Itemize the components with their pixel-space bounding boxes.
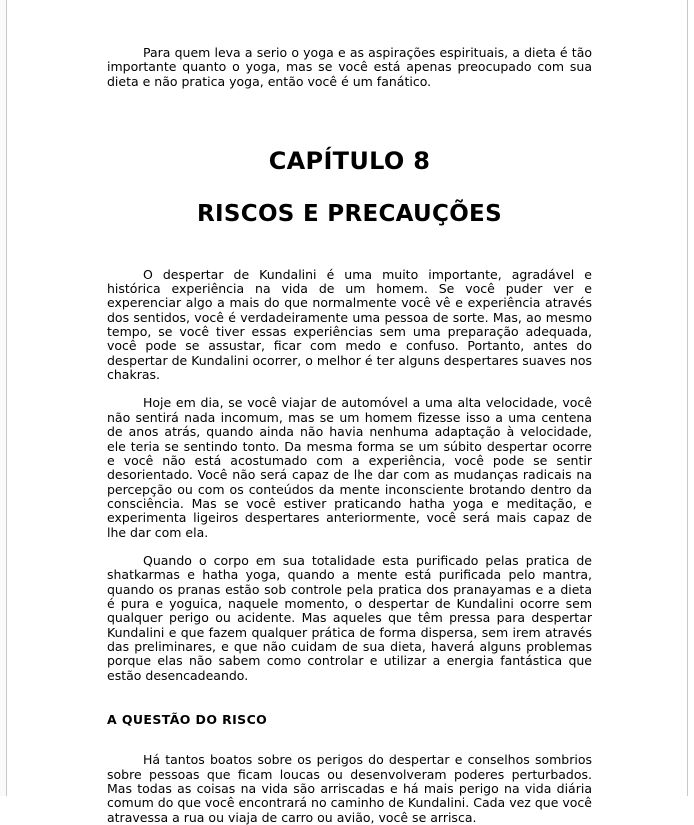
page-content: [107, 0, 592, 825]
paragraph-3: Quando o corpo em sua totalidade esta purificado pelas pratica de shatkarmas e hatha yoga, quando a mente está purificada pelo mantra, quando os pranas estão sob controle pela pratica dos pranayamas e a dieta é pura e yoguica, naquele momento, o despertar de Kundalini ocorre sem qualquer perigo ou acidente. Mas aqueles que têm pressa para despertar Kundalini e que fazem qualquer prática de forma dispersa, sem irem através das preliminares, e que não cuidam de sua dieta, haverá alguns problemas porque elas não sabem como controlar e utilizar a energia fantástica que estão desencadeando.: [107, 552, 592, 683]
section-heading-top-spacer: [107, 683, 592, 713]
paragraph-gap: [107, 540, 592, 554]
chapter-heading-gap: [107, 174, 592, 202]
paragraph-1: O despertar de Kundalini é uma muito importante, agradável e histórica experiência na vida de um homem. Se você puder ver e experenciar algo a mais do que normalmente você vê e experiência através dos sentidos, você é verdadeiramente uma pessoa de sorte. Mas, ao mesmo tempo, se você tiver essas experiências sem uma preparação adequada, você pode se assustar, ficar com medo e confuso. Portanto, antes do despertar de Kundalini ocorrer, o melhor é ter alguns despertares suaves nos chakras.: [107, 266, 592, 383]
page-left-border: [6, 0, 7, 796]
chapter-title-spacer: [107, 89, 592, 148]
chapter-subject-heading: RISCOS E PRECAUÇÕES: [197, 201, 502, 228]
chapter-title: CAPÍTULO 8: [268, 147, 431, 176]
paragraph-2: Hoje em dia, se você viajar de automóvel a uma alta velocidade, você não sentirá nada incomum, mas se um homem fizesse isso a uma centena de anos atrás, quando ainda não havia nenhuma adaptação à velocidade, ele teria se sentindo tonto. Da mesma forma se um súbito despertar ocorre e você não está acostumado com a experiência, você pode se sentir desorientado. Você não será capaz de lhe dar com as mudanças radicais na percepção ou com os conteúdos da mente inconsciente brotando dentro da consciência. Mas se você estiver praticando hatha yoga e meditação, e experimenta ligeiros despertares anteriormente, você será mais capaz de lhe dar com ela.: [107, 395, 592, 540]
paragraph-gap: [107, 382, 592, 396]
top-spacer: [107, 0, 592, 46]
paragraph-4: Há tantos boatos sobre os perigos do despertar e conselhos sombrios sobre pessoas que ficam loucas ou desenvolveram poderes perturbados. Mas todas as coisas na vida são arriscadas e há mais perigo na vida diária comum do que você encontrará no caminho de Kundalini. Cada vez que você atravessa a rua ou viaja de carro ou avião, você se arrisca.: [107, 752, 592, 825]
chapter-heading-bottom-spacer: [107, 228, 592, 268]
section-heading-bottom-spacer: [107, 727, 592, 753]
page-right-border: [687, 0, 688, 796]
section-heading-a-questao-do-risco: A QUESTÃO DO RISCO: [107, 712, 268, 727]
paragraph-intro: Para quem leva a serio o yoga e as aspirações espirituais, a dieta é tão importante quanto o yoga, mas se você está apenas preocupado com sua dieta e não pratica yoga, então você é um fanático.: [107, 45, 592, 89]
